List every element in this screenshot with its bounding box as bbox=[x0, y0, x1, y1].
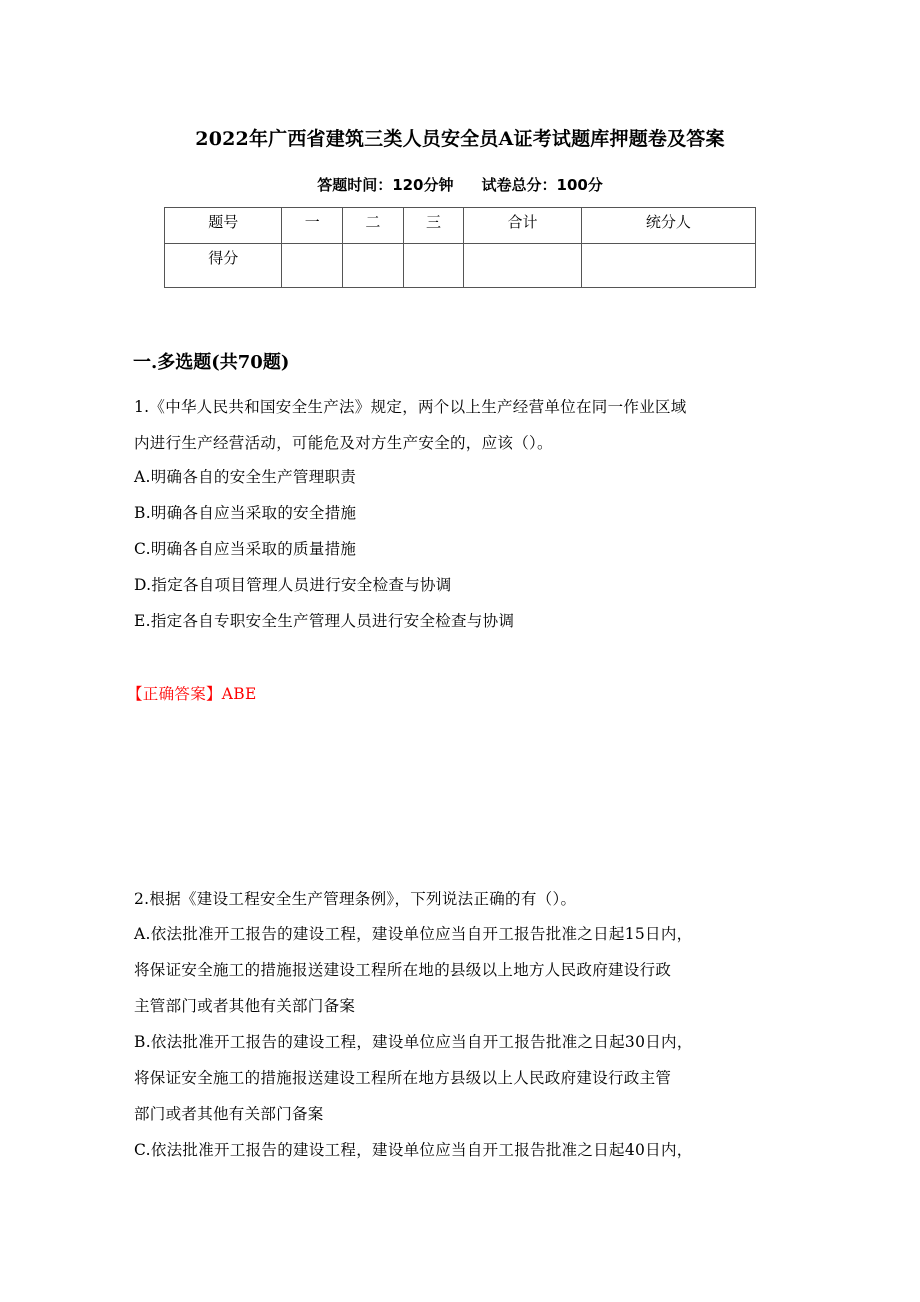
score-table bbox=[164, 207, 756, 288]
score-table-header-cell: 一 bbox=[282, 208, 343, 244]
score-table-header-row bbox=[165, 208, 756, 244]
section-heading: 一.多选题(共70题) bbox=[133, 352, 290, 373]
question-2-option-line: B.依法批准开工报告的建设工程，建设单位应当自开工报告批准之日起30日内， bbox=[134, 1033, 693, 1051]
question-2-option-line: A.依法批准开工报告的建设工程，建设单位应当自开工报告批准之日起15日内， bbox=[134, 925, 693, 943]
question-2-stem-line: 2.根据《建设工程安全生产管理条例》，下列说法正确的有（）。 bbox=[134, 890, 577, 908]
score-cell bbox=[464, 244, 581, 288]
question-1-option-c: C.明确各自应当采取的质量措施 bbox=[134, 540, 357, 558]
score-row-label: 得分 bbox=[165, 244, 282, 288]
score-cell bbox=[581, 244, 755, 288]
question-1-option-d: D.指定各自项目管理人员进行安全检查与协调 bbox=[134, 576, 452, 594]
total-score: 试卷总分：100分 bbox=[481, 176, 603, 194]
question-2-option-line: 将保证安全施工的措施报送建设工程所在地方县级以上人民政府建设行政主管 bbox=[134, 1069, 672, 1087]
score-table-header-cell: 题号 bbox=[165, 208, 282, 244]
exam-info bbox=[0, 174, 920, 195]
question-1-option-e: E.指定各自专职安全生产管理人员进行安全检查与协调 bbox=[134, 612, 515, 630]
exam-time: 答题时间：120分钟 bbox=[317, 176, 454, 194]
question-1-stem-line: 内进行生产经营活动，可能危及对方生产安全的，应该（）。 bbox=[134, 434, 553, 452]
score-table-score-row bbox=[165, 244, 756, 288]
question-1-answer: 【正确答案】ABE bbox=[127, 685, 257, 703]
score-table-header-cell: 二 bbox=[343, 208, 404, 244]
question-1-option-b: B.明确各自应当采取的安全措施 bbox=[134, 504, 357, 522]
score-table-header-cell: 合计 bbox=[464, 208, 581, 244]
question-2-option-line: 将保证安全施工的措施报送建设工程所在地的县级以上地方人民政府建设行政 bbox=[134, 961, 672, 979]
question-2-option-line: 部门或者其他有关部门备案 bbox=[134, 1105, 324, 1123]
score-cell bbox=[343, 244, 404, 288]
document-title: 2022年广西省建筑三类人员安全员A证考试题库押题卷及答案 bbox=[195, 128, 725, 150]
question-1-stem-line: 1.《中华人民共和国安全生产法》规定，两个以上生产经营单位在同一作业区域 bbox=[134, 398, 687, 416]
question-2-option-line: C.依法批准开工报告的建设工程，建设单位应当自开工报告批准之日起40日内， bbox=[134, 1141, 693, 1159]
score-table-header-cell: 三 bbox=[403, 208, 464, 244]
question-2-option-line: 主管部门或者其他有关部门备案 bbox=[134, 997, 356, 1015]
score-cell bbox=[282, 244, 343, 288]
score-table-header-cell: 统分人 bbox=[581, 208, 755, 244]
score-cell bbox=[403, 244, 464, 288]
question-1-option-a: A.明确各自的安全生产管理职责 bbox=[134, 468, 357, 486]
